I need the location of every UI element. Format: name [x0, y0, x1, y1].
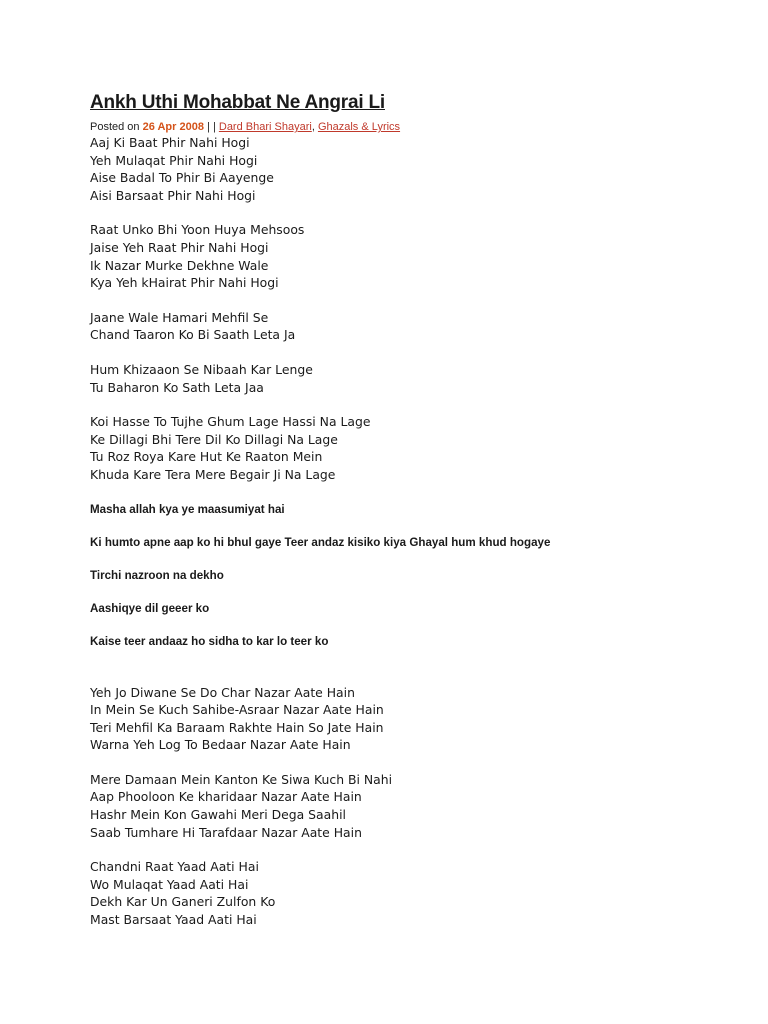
lyric-line: Mast Barsaat Yaad Aati Hai [90, 912, 257, 928]
lyric-line: Khuda Kare Tera Mere Begair Ji Na Lage [90, 466, 336, 482]
lyric-line: Chand Taaron Ko Bi Saath Leta Ja [90, 327, 296, 343]
lyric-line: Dekh Kar Un Ganeri Zulfon Ko [90, 894, 276, 910]
lyrics-section-b [90, 684, 730, 929]
stanza [90, 309, 730, 344]
lyric-line: Saab Tumhare Hi Tarafdaar Nazar Aate Hain [90, 824, 362, 840]
post [90, 90, 730, 929]
bold-lines-section [90, 502, 730, 650]
lyric-line: Teri Mehfil Ka Baraam Rakhte Hain So Jate Hain [90, 719, 384, 735]
stanza [90, 684, 730, 754]
lyric-line: In Mein Se Kuch Sahibe-Asraar Nazar Aate Hain [90, 702, 384, 718]
lyric-line: Hashr Mein Kon Gawahi Meri Dega Saahil [90, 807, 346, 823]
lyric-line: Yeh Mulaqat Phir Nahi Hogi [90, 152, 258, 168]
lyric-line: Aaj Ki Baat Phir Nahi Hogi [90, 135, 250, 150]
stanza [90, 858, 730, 928]
bold-lyric-line: Masha allah kya ye maasumiyat hai [90, 502, 285, 516]
lyric-line: Aise Badal To Phir Bi Aayenge [90, 170, 274, 186]
lyric-line: Jaane Wale Hamari Mehfil Se [90, 309, 269, 325]
stanza [90, 134, 730, 204]
stanza-gap [90, 292, 730, 309]
lyric-line: Tu Roz Roya Kare Hut Ke Raaton Mein [90, 449, 323, 465]
lyric-line: Warna Yeh Log To Bedaar Nazar Aate Hain [90, 737, 351, 753]
lyric-line: Ke Dillagi Bhi Tere Dil Ko Dillagi Na Lage [90, 431, 338, 447]
stanza [90, 413, 730, 483]
stanza-gap [90, 841, 730, 858]
stanza [90, 361, 730, 396]
lyric-line: Yeh Jo Diwane Se Do Char Nazar Aate Hain [90, 684, 355, 700]
lyric-line: Raat Unko Bhi Yoon Huya Mehsoos [90, 222, 305, 238]
lyrics-section-a [90, 134, 730, 484]
bold-lyric-line: Tirchi nazroon na dekho [90, 568, 224, 582]
lyric-line: Jaise Yeh Raat Phir Nahi Hogi [90, 239, 269, 255]
lyric-line: Tu Baharon Ko Sath Leta Jaa [90, 379, 264, 395]
stanza-gap [90, 396, 730, 413]
stanza-gap [90, 204, 730, 221]
bold-lyric-line: Kaise teer andaaz ho sidha to kar lo teer ko [90, 634, 329, 648]
posted-on-label: Posted on [90, 121, 140, 133]
stanza-gap [90, 344, 730, 361]
stanza-gap [90, 754, 730, 771]
bold-lyric-line: Ki humto apne aap ko hi bhul gaye Teer andaz kisiko kiya Ghayal hum khud hogaye [90, 535, 551, 549]
lyric-line: Ik Nazar Murke Dekhne Wale [90, 257, 269, 273]
lyric-line: Chandni Raat Yaad Aati Hai [90, 859, 259, 875]
post-meta [90, 120, 730, 134]
bold-lyric-line: Aashiqye dil geeer ko [90, 601, 210, 615]
meta-separator: | | [207, 121, 216, 133]
lyric-line: Koi Hasse To Tujhe Ghum Lage Hassi Na Lage [90, 414, 371, 430]
lyric-line: Aap Phooloon Ke kharidaar Nazar Aate Hain [90, 789, 362, 805]
lyric-line: Mere Damaan Mein Kanton Ke Siwa Kuch Bi Nahi [90, 771, 393, 787]
post-title[interactable]: Ankh Uthi Mohabbat Ne Angrai Li [90, 92, 385, 113]
lyric-line: Wo Mulaqat Yaad Aati Hai [90, 876, 249, 892]
lyric-line: Hum Khizaaon Se Nibaah Kar Lenge [90, 361, 313, 377]
category-link-dard-bhari-shayari[interactable]: Dard Bhari Shayari [218, 121, 312, 133]
lyric-line: Kya Yeh kHairat Phir Nahi Hogi [90, 275, 279, 291]
post-date: 26 Apr 2008 [142, 121, 204, 133]
stanza [90, 221, 730, 291]
category-link-ghazals-lyrics[interactable]: Ghazals & Lyrics [317, 121, 401, 133]
lyric-line: Aisi Barsaat Phir Nahi Hogi [90, 187, 256, 203]
category-comma: , [311, 121, 315, 133]
stanza [90, 771, 730, 841]
